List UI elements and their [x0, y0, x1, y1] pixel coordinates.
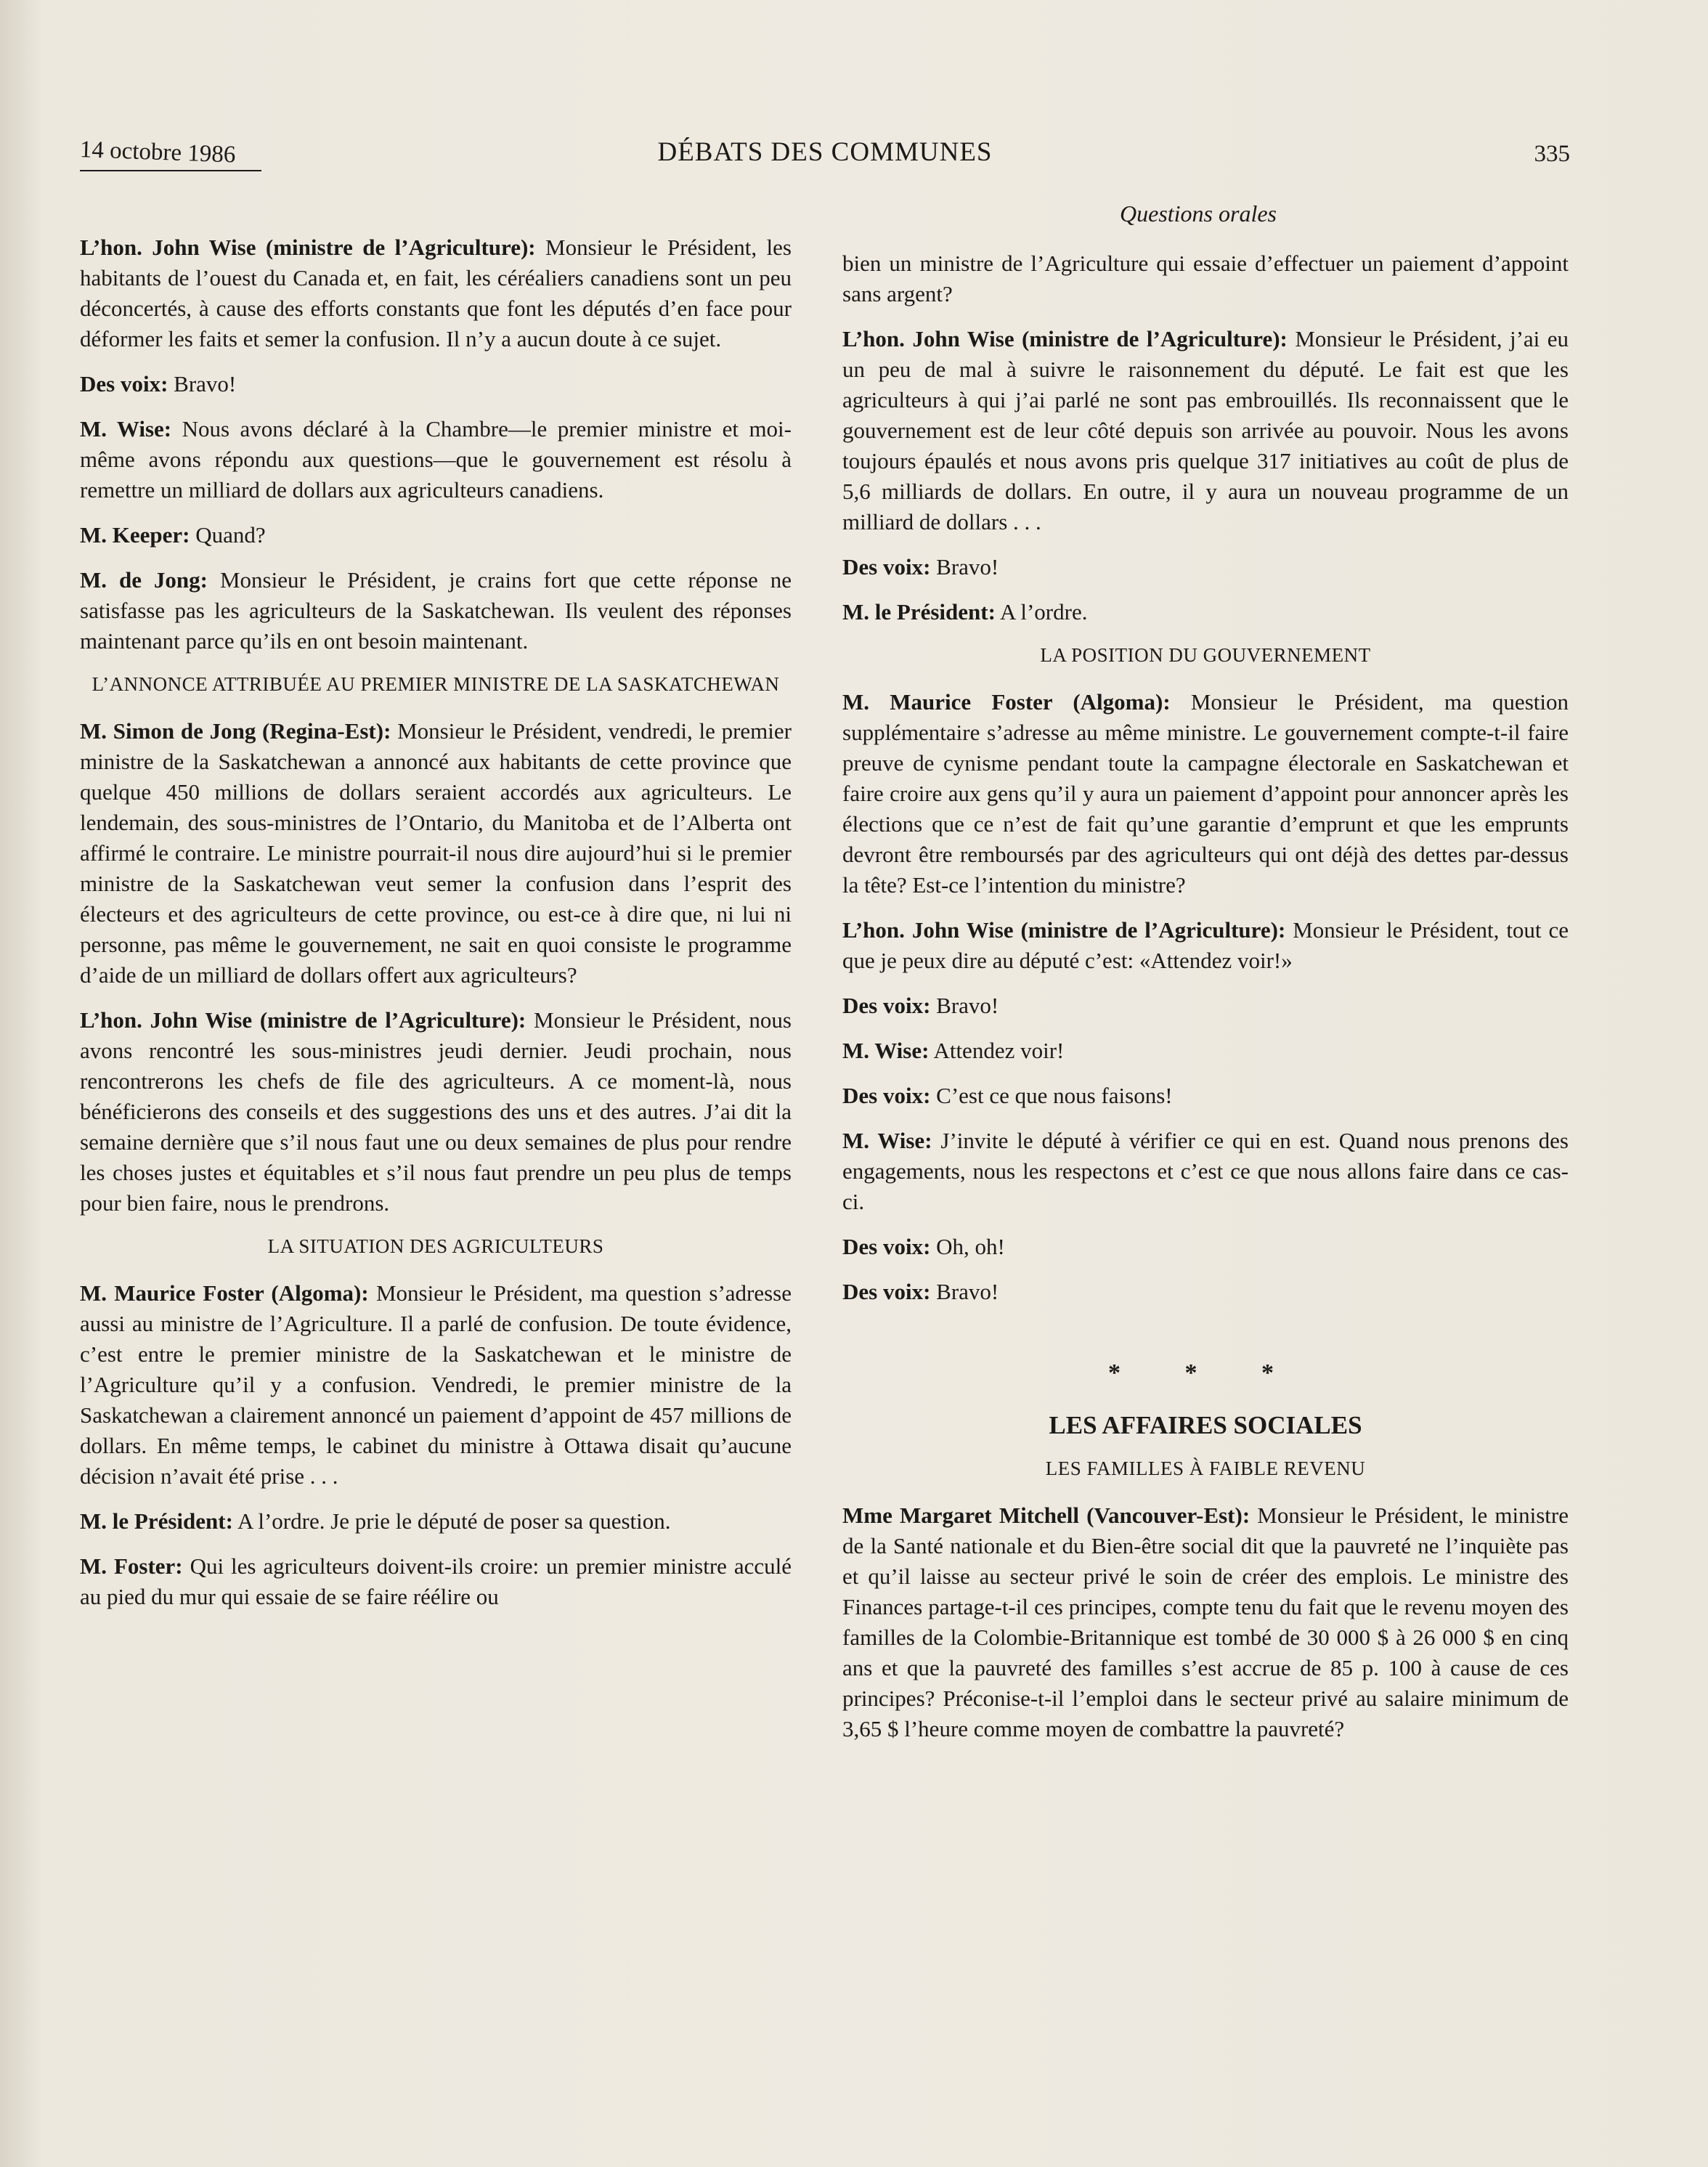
topic-heading: LA SITUATION DES AGRICULTEURS — [267, 1235, 604, 1257]
page-number: 335 — [1534, 141, 1570, 167]
speech-paragraph — [842, 248, 1569, 309]
speech-text: C’est ce que nous faisons! — [930, 1083, 1173, 1108]
topic-heading: L’ANNONCE ATTRIBUÉE AU PREMIER MINISTRE DE LA SASKATCHEWAN — [92, 673, 780, 695]
speech-paragraph — [842, 1126, 1569, 1217]
speech-paragraph — [842, 1081, 1569, 1111]
speaker-name: M. Wise: — [842, 1128, 932, 1153]
speech-text: Monsieur le Président, le ministre de la Santé nationale et du Bien-être social dit que la pauvreté ne l’inquiète pas et qu’il laisse au secteur privé le soin de créer des emplois. Le ministre des Finances partage-t-il ces principes, compte tenu du fait que le revenu moyen des familles de la Colombie-Britannique est tombé de 30 000 $ à 26 000 $ en cinq ans et que la pauvreté des familles s’est accrue de 85 p. 100 à cause de ces principes? Préconise-t-il l’emploi dans le secteur privé au salaire minimum de 3,65 $ l’heure comme moyen de combattre la pauvreté? — [842, 1503, 1569, 1741]
speech-text: Monsieur le Président, tout ce que je peux dire au député c’est: «Attendez voir!» — [842, 917, 1569, 973]
page-header — [80, 137, 1570, 180]
speaker-name: M. Simon de Jong (Regina-Est): — [80, 718, 391, 744]
speech-paragraph — [80, 1506, 792, 1537]
speech-text: A l’ordre. Je prie le député de poser sa question. — [232, 1508, 671, 1534]
left-column — [80, 232, 792, 1627]
speech-text: bien un ministre de l’Agriculture qui essaie d’effectuer un paiement d’appoint sans argent? — [842, 251, 1569, 306]
speaker-name: M. de Jong: — [80, 567, 208, 593]
speech-text: A l’ordre. — [995, 599, 1088, 625]
header-date: 14 octobre 1986 — [79, 137, 236, 168]
speech-paragraph — [80, 716, 792, 991]
speech-text: Monsieur le Président, nous avons rencontré les sous-ministres jeudi dernier. Jeudi prochain, nous rencontrerons les chefs de file des agriculteurs. A ce moment-là, nous bénéficierons des conseils et des suggestions des uns et des autres. J’ai dit la semaine dernière que s’il nous faut une ou deux semaines de plus pour rendre les choses justes et équitables et s’il nous faut prendre un peu plus de temps pour bien faire, nous le prendrons. — [80, 1007, 792, 1216]
header-title: DÉBATS DES COMMUNES — [657, 137, 993, 167]
speech-text: Bravo! — [930, 1279, 999, 1304]
topic-heading: LES FAMILLES À FAIBLE REVENU — [1045, 1457, 1366, 1479]
speech-text: Monsieur le Président, vendredi, le premier ministre de la Saskatchewan a annoncé aux habitants de cette province que quelque 450 millions de dollars seraient accordés aux agriculteurs. Le lendemain, des sous-ministres de l’Ontario, du Manitoba et de l’Alberta ont affirmé le contraire. Le ministre pourrait-il nous dire aujourd’hui si le premier ministre de la Saskatchewan veut semer la confusion dans l’esprit des électeurs et des agriculteurs de cette province, ou est-ce à dire que, ni lui ni personne, pas même le gouvernement, ne sait en quoi consiste le programme d’aide de un milliard de dollars offert aux agriculteurs? — [80, 718, 792, 988]
speech-paragraph — [842, 552, 1569, 582]
speech-paragraph — [842, 991, 1569, 1021]
right-column — [842, 248, 1569, 1759]
speaker-name: M. Wise: — [842, 1038, 930, 1063]
header-date-rule — [80, 170, 261, 171]
speech-paragraph — [842, 687, 1569, 900]
speaker-name: Des voix: — [842, 993, 931, 1018]
speaker-name: Des voix: — [842, 1279, 931, 1304]
speech-paragraph — [80, 565, 792, 656]
speech-paragraph — [80, 369, 792, 399]
speaker-name: L’hon. John Wise (ministre de l’Agriculture): — [842, 326, 1288, 351]
speaker-name: M. le Président: — [80, 1508, 233, 1534]
speech-text: Bravo! — [168, 371, 237, 397]
speaker-name: L’hon. John Wise (ministre de l’Agriculture): — [842, 917, 1286, 943]
speech-paragraph — [842, 324, 1569, 537]
speech-paragraph — [842, 1232, 1569, 1262]
speech-text: Monsieur le Président, ma question supplémentaire s’adresse au même ministre. Le gouvernement compte-t-il faire preuve de cynisme pendant toute la campagne électorale en Saskatchewan et faire croire aux gens qu’il y aura un paiement d’appoint pour annoncer après les élections que ce n’est de fait qu’une garantie d’emprunt et que les emprunts devront être remboursés par des agriculteurs qui ont déjà des dettes par-dessus la tête? Est-ce l’intention du ministre? — [842, 689, 1569, 898]
speech-paragraph — [842, 915, 1569, 976]
speech-paragraph — [842, 1036, 1569, 1066]
speech-paragraph — [80, 232, 792, 354]
topic-heading: LA POSITION DU GOUVERNEMENT — [1040, 644, 1371, 666]
section-separator-stars: * * * — [1108, 1359, 1303, 1386]
speech-paragraph — [842, 597, 1569, 627]
speaker-name: L’hon. John Wise (ministre de l’Agriculture): — [80, 235, 536, 260]
speech-paragraph — [80, 1551, 792, 1612]
speech-text: Oh, oh! — [930, 1234, 1005, 1259]
speech-paragraph — [842, 1277, 1569, 1307]
speaker-name: M. Maurice Foster (Algoma): — [842, 689, 1171, 715]
speaker-name: Des voix: — [842, 1083, 931, 1108]
speech-text: Monsieur le Président, j’ai eu un peu de mal à suivre le raisonnement du député. Le fait est que les agriculteurs à qui j’ai parlé ne sont pas embrouillés. Ils reconnaissent que le gouvernement est de leur côté depuis son arrivée au pouvoir. Nous les avons toujours épaulés et nous avons pris quelque 317 initiatives au coût de plus de 5,6 milliards de dollars. En outre, il y aura un nouveau programme de un milliard de dollars . . . — [842, 326, 1569, 534]
section-title: LES AFFAIRES SOCIALES — [1049, 1411, 1362, 1439]
speech-paragraph — [80, 1005, 792, 1219]
speaker-name: M. Wise: — [80, 416, 172, 442]
speech-paragraph — [80, 520, 792, 550]
speaker-name: Mme Margaret Mitchell (Vancouver-Est): — [842, 1503, 1250, 1528]
speaker-name: M. le Président: — [842, 599, 996, 625]
speech-text: Monsieur le Président, ma question s’adresse aussi au ministre de l’Agriculture. Il a parlé de confusion. De toute évidence, c’est entre le premier ministre de la Saskatchewan et le ministre de l’Agriculture qu’il y a confusion. Vendredi, le premier ministre de la Saskatchewan a clairement annoncé un paiement d’appoint de 457 millions de dollars. En même temps, le cabinet du ministre à Ottawa disait qu’aucune décision n’avait été prise . . . — [80, 1280, 792, 1489]
speech-text: J’invite le député à vérifier ce qui en est. Quand nous prenons des engagements, nous les respectons et c’est ce que nous allons faire dans ce cas-ci. — [842, 1128, 1569, 1214]
speaker-name: Des voix: — [842, 554, 931, 580]
speech-text: Attendez voir! — [929, 1038, 1065, 1063]
speech-text: Bravo! — [930, 993, 999, 1018]
speech-paragraph — [842, 1500, 1569, 1744]
speaker-name: M. Foster: — [80, 1553, 183, 1579]
speech-text: Monsieur le Président, je crains fort que cette réponse ne satisfasse pas les agriculteurs de la Saskatchewan. Ils veulent des réponses maintenant parce qu’ils en ont besoin maintenant. — [80, 567, 792, 654]
speaker-name: L’hon. John Wise (ministre de l’Agriculture): — [80, 1007, 526, 1033]
speaker-name: M. Keeper: — [80, 522, 190, 548]
speech-text: Quand? — [190, 522, 266, 548]
speech-text: Bravo! — [930, 554, 999, 580]
speech-text: Qui les agriculteurs doivent-ils croire: un premier ministre acculé au pied du mur qui essaie de se faire réélire ou — [80, 1553, 792, 1609]
section-subhead: Questions orales — [1120, 200, 1277, 227]
speech-text: Nous avons déclaré à la Chambre—le premier ministre et moi-même avons répondu aux questions—que le gouvernement est résolu à remettre un milliard de dollars aux agriculteurs canadiens. — [80, 416, 792, 503]
speaker-name: Des voix: — [842, 1234, 931, 1259]
speech-text: Monsieur le Président, les habitants de l’ouest du Canada et, en fait, les céréaliers canadiens sont un peu déconcertés, à cause des efforts constants que font les députés d’en face pour déformer les faits et semer la confusion. Il n’y a aucun doute à ce sujet. — [80, 235, 792, 351]
speaker-name: M. Maurice Foster (Algoma): — [80, 1280, 369, 1306]
speech-paragraph — [80, 1278, 792, 1492]
speech-paragraph — [80, 414, 792, 505]
speaker-name: Des voix: — [80, 371, 168, 397]
